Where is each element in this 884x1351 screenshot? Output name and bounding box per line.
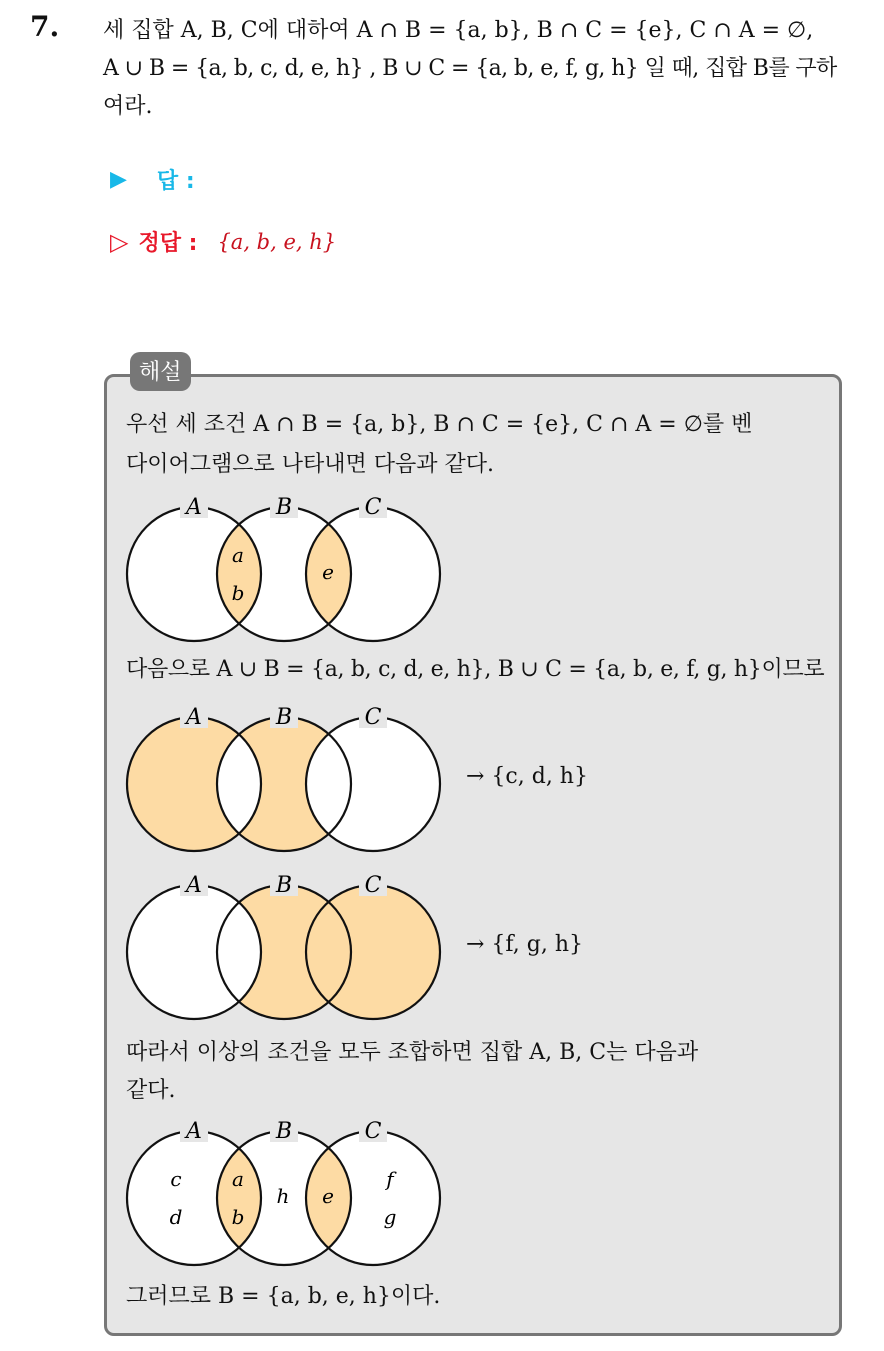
correct-answer-label: 정답 : [138,231,198,256]
set-label-b: B [275,873,293,898]
set-label-a: A [186,495,202,520]
element-b: b [231,1205,245,1229]
element-h: h [276,1184,290,1208]
venn-diagram-final [122,1114,446,1274]
element-a: a [232,1167,244,1191]
set-label-b: B [275,1119,293,1144]
correct-answer-value: {a, b, e, h} [217,229,337,254]
answer-row [110,164,195,195]
set-label-c: C [364,705,382,730]
result-f-g-h: → {f, g, h} [466,932,584,957]
correct-answer-marker-icon: ▷ [110,227,129,256]
element-e: e [322,1184,334,1208]
venn-diagram-intersections [122,490,446,650]
element-c: c [170,1167,182,1191]
venn-diagram-a-union-b [122,700,446,860]
answer-label: 답 : [156,169,195,194]
problem-statement [103,12,863,126]
solution-tag: 해설 [130,352,191,391]
element-a: a [232,543,244,567]
set-label-a: A [186,1119,202,1144]
set-label-b: B [275,495,293,520]
set-label-a: A [186,705,202,730]
element-b: b [231,581,245,605]
set-label-a: A [186,873,202,898]
solution-para3-line1: 따라서 이상의 조건을 모두 조합하면 집합 A, B, C는 다음과 [126,1040,699,1065]
venn-diagram-b-union-c [122,868,446,1028]
problem-number: 7. [30,10,60,43]
element-f: f [386,1167,394,1191]
solution-para2: 다음으로 A ∪ B = {a, b, c, d, e, h}, B ∪ C = {a, b, e, f, g, h}이므로 [126,657,825,682]
problem-line-2: A ∪ B = {a, b, c, d, e, h} , B ∪ C = {a, b, e, f, g, h} 일 때, 집합 B를 구하 [103,56,837,81]
set-label-b: B [275,705,293,730]
problem-line-1: 세 집합 A, B, C에 대하여 A ∩ B = {a, b}, B ∩ C = {e}, C ∩ A = ∅, [103,18,814,43]
solution-para1-line2: 다이어그램으로 나타내면 다음과 같다. [126,452,495,477]
element-g: g [383,1205,397,1229]
set-label-c: C [364,873,382,898]
result-c-d-h: → {c, d, h} [466,764,588,789]
set-label-c: C [364,495,382,520]
solution-conclusion: 그러므로 B = {a, b, e, h}이다. [126,1284,441,1309]
correct-answer-row [110,226,336,257]
problem-line-3: 여라. [103,94,153,119]
solution-para1-line1: 우선 세 조건 A ∩ B = {a, b}, B ∩ C = {e}, C ∩ A = ∅를 벤 [126,412,753,437]
solution-para3-line2: 같다. [126,1078,176,1103]
set-label-c: C [364,1119,382,1144]
answer-marker-icon: ▶ [110,167,127,192]
element-e: e [322,560,334,584]
element-d: d [169,1205,183,1229]
